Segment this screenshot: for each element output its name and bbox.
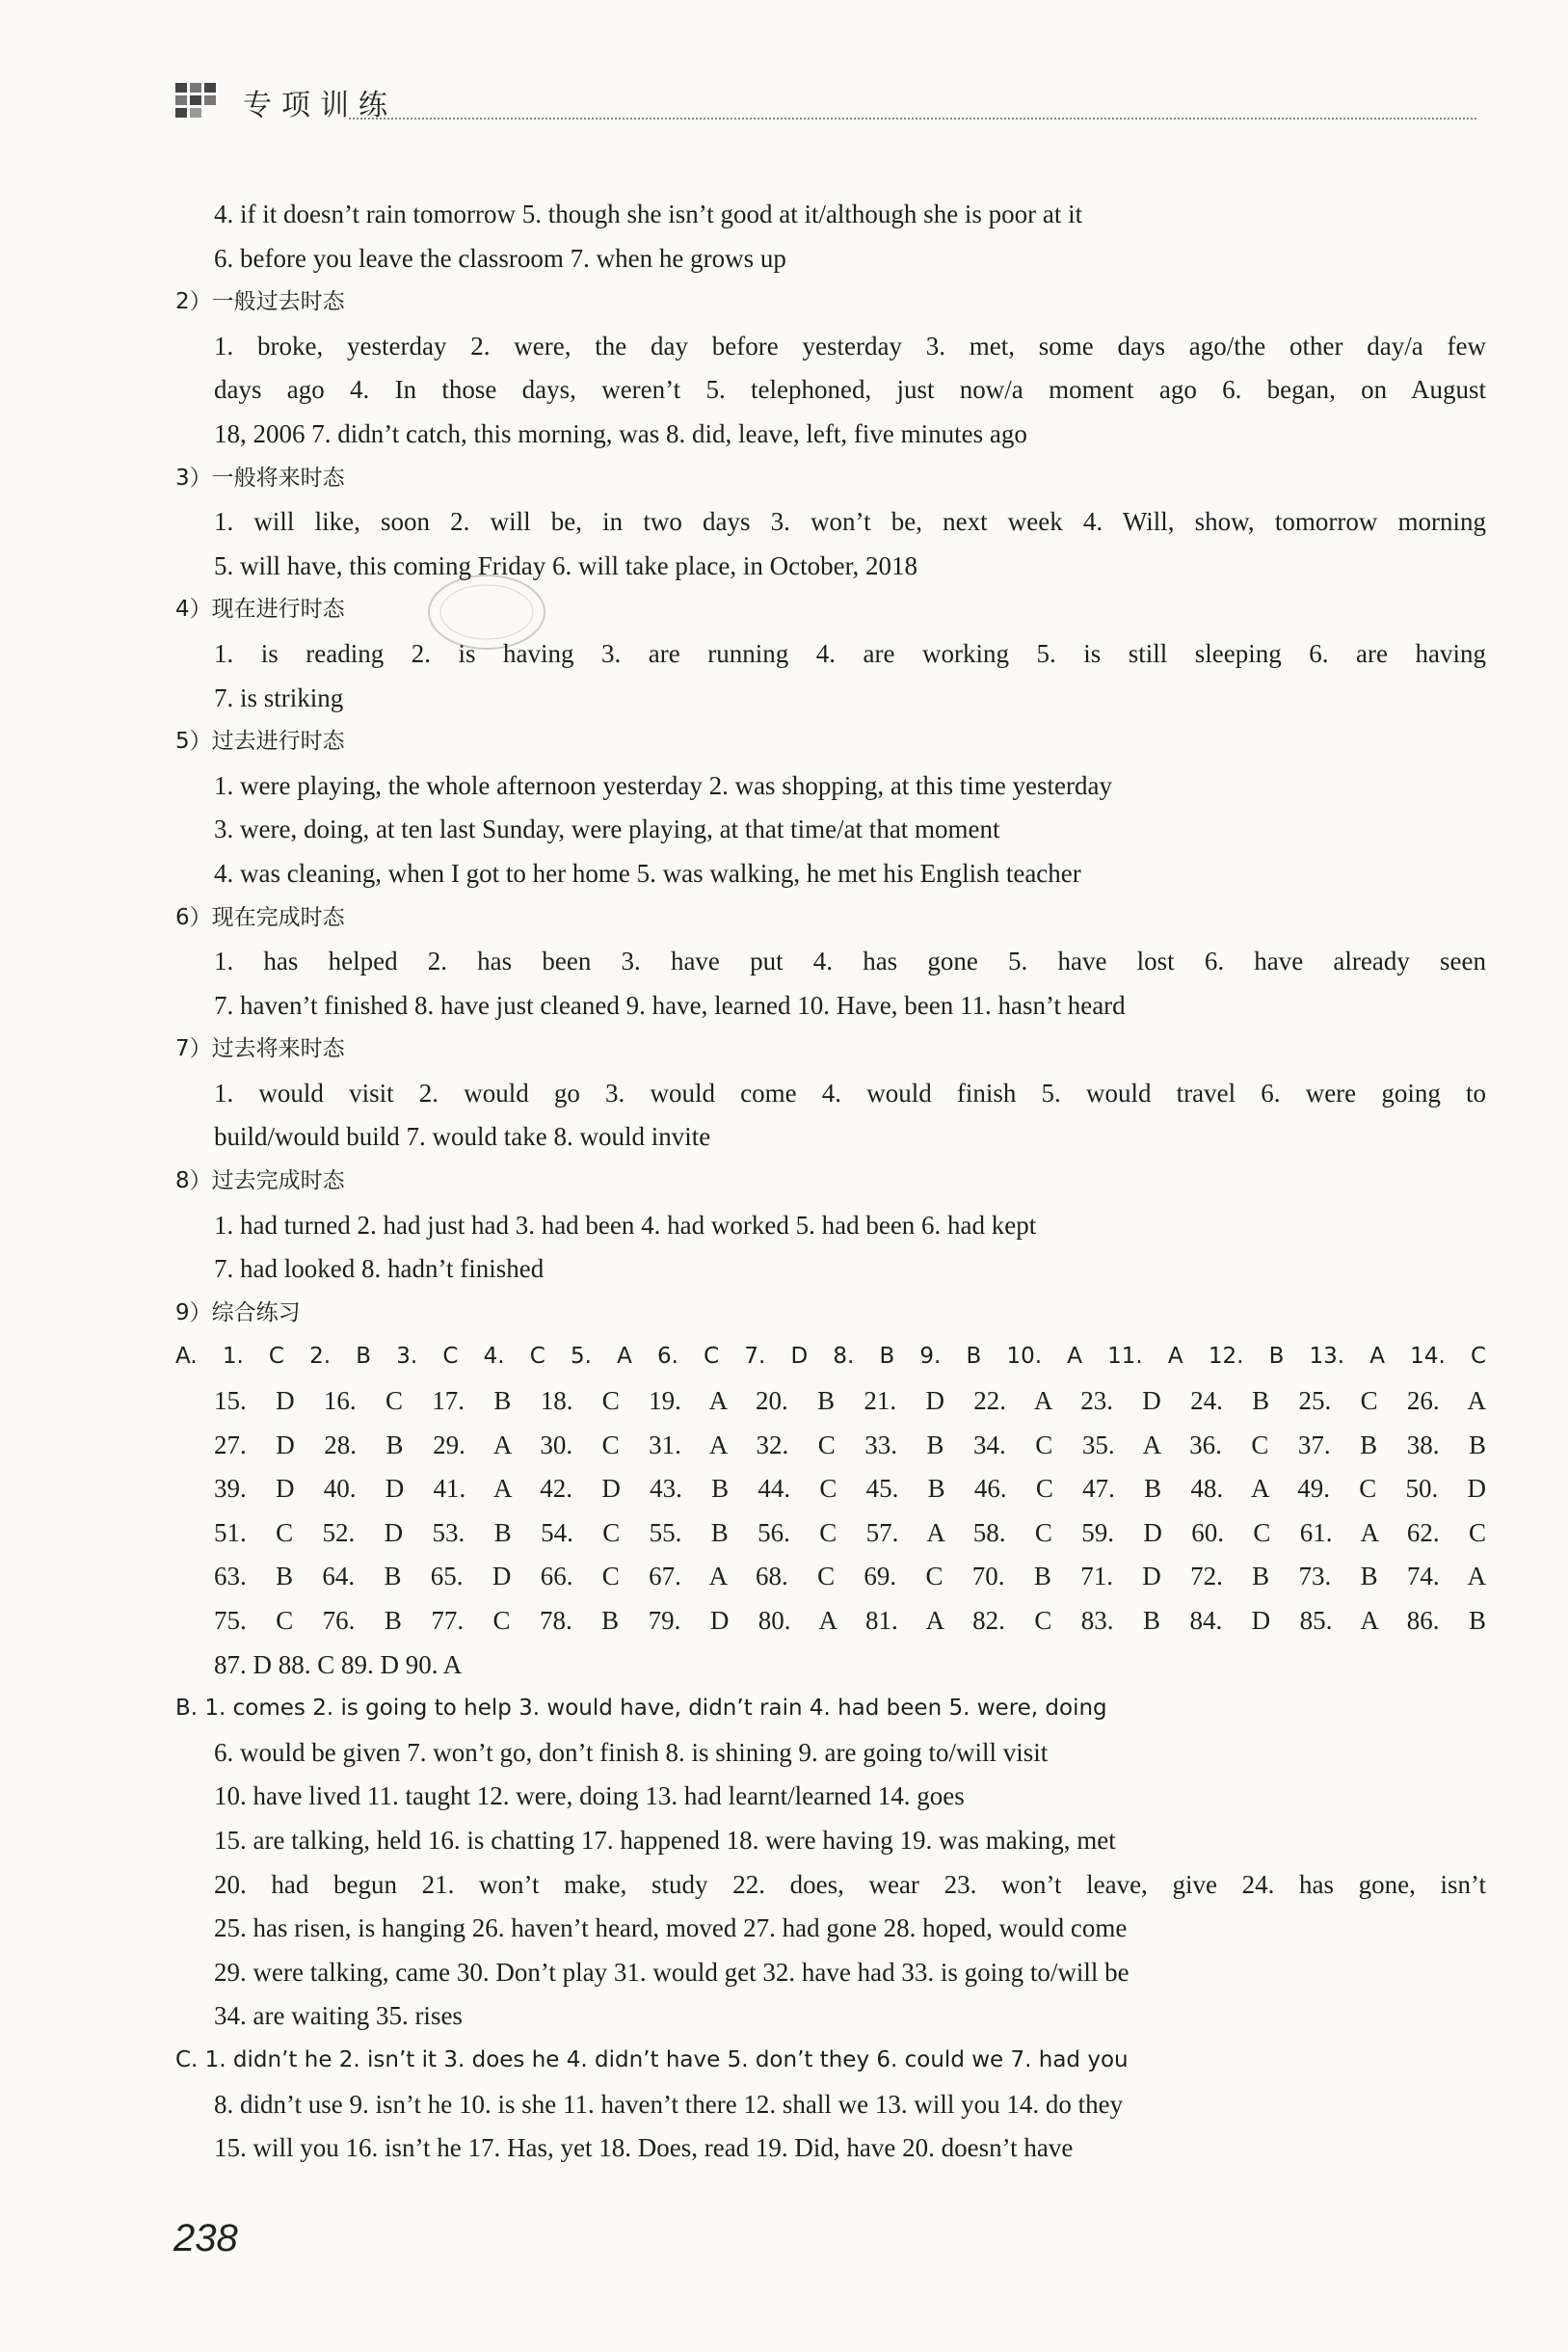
section-line: B. 1. comes 2. is going to help 3. would have, didn’t rain 4. had been 5. were, doing: [175, 1696, 1107, 1722]
section-line: 3）一般将来时态: [175, 465, 345, 491]
answer-line: 1. is reading 2. is having 3. are running 4. are working 5. is still sleeping 6. are having: [214, 638, 1486, 668]
section-logo-icon: [175, 83, 218, 118]
answer-line: 3. were, doing, at ten last Sunday, were playing, at that time/at that moment: [214, 815, 1000, 844]
section-line: 5）过去进行时态: [175, 729, 345, 755]
page-header: [175, 75, 1476, 123]
section-line: A. 1. C 2. B 3. C 4. C 5. A 6. C 7. D 8. B 9. B 10. A 11. A 12. B 13. A 14. C: [175, 1344, 1486, 1370]
answer-line: 15. D 16. C 17. B 18. C 19. A 20. B 21. D 22. A 23. D 24. B 25. C 26. A: [214, 1386, 1486, 1416]
section-line: C. 1. didn’t he 2. isn’t it 3. does he 4. didn’t have 5. don’t they 6. could we 7. had you: [175, 2046, 1129, 2072]
answer-line: 8. didn’t use 9. isn’t he 10. is she 11. haven’t there 12. shall we 13. will you 14. do they: [214, 2089, 1124, 2119]
answer-key-body: [175, 193, 1486, 2171]
section-line: 6）现在完成时态: [175, 904, 345, 930]
answer-line: 1. has helped 2. has been 3. have put 4. has gone 5. have lost 6. have already seen: [214, 947, 1486, 976]
answer-line: 6. before you leave the classroom 7. when he grows up: [214, 243, 786, 273]
answer-line: 1. would visit 2. would go 3. would come 4. would finish 5. would travel 6. were going to: [214, 1078, 1486, 1108]
answer-line: days ago 4. In those days, weren’t 5. telephoned, just now/a moment ago 6. began, on August: [214, 375, 1486, 405]
answer-line: 7. had looked 8. hadn’t finished: [214, 1254, 545, 1284]
answer-line: 7. haven’t finished 8. have just cleaned 9. have, learned 10. Have, been 11. hasn’t heard: [214, 990, 1126, 1020]
answer-line: 10. have lived 11. taught 12. were, doing 13. had learnt/learned 14. goes: [214, 1781, 965, 1811]
section-line: 8）过去完成时态: [175, 1168, 345, 1194]
answer-line: 15. are talking, held 16. is chatting 17. happened 18. were having 19. was making, met: [214, 1825, 1116, 1855]
header-divider: [349, 118, 1476, 120]
answer-line: build/would build 7. would take 8. would invite: [214, 1122, 711, 1152]
section-line: 4）现在进行时态: [175, 597, 345, 623]
page-number: 238: [173, 2217, 238, 2259]
section-line: 2）一般过去时态: [175, 289, 345, 315]
answer-line: 63. B 64. B 65. D 66. C 67. A 68. C 69. C 70. B 71. D 72. B 73. B 74. A: [214, 1562, 1486, 1591]
answer-line: 27. D 28. B 29. A 30. C 31. A 32. C 33. B 34. C 35. A 36. C 37. B 38. B: [214, 1430, 1486, 1459]
answer-line: 15. will you 16. isn’t he 17. Has, yet 18. Does, read 19. Did, have 20. doesn’t have: [214, 2133, 1074, 2163]
answer-line: 25. has risen, is hanging 26. haven’t heard, moved 27. had gone 28. hoped, would come: [214, 1913, 1128, 1943]
answer-line: 87. D 88. C 89. D 90. A: [214, 1649, 463, 1679]
answer-line: 51. C 52. D 53. B 54. C 55. B 56. C 57. A 58. C 59. D 60. C 61. A 62. C: [214, 1517, 1486, 1547]
answer-line: 1. were playing, the whole afternoon yesterday 2. was shopping, at this time yesterday: [214, 770, 1113, 800]
answer-line: 39. D 40. D 41. A 42. D 43. B 44. C 45. B 46. C 47. B 48. A 49. C 50. D: [214, 1474, 1486, 1504]
header-title: 专项训练: [243, 89, 397, 122]
answer-line: 18, 2006 7. didn’t catch, this morning, was 8. did, leave, left, five minutes ago: [214, 418, 1027, 448]
answer-line: 1. broke, yesterday 2. were, the day before yesterday 3. met, some days ago/the other day/a few: [214, 331, 1486, 361]
answer-line: 1. had turned 2. had just had 3. had been 4. had worked 5. had been 6. had kept: [214, 1210, 1037, 1240]
answer-line: 5. will have, this coming Friday 6. will take place, in October, 2018: [214, 550, 918, 580]
answer-line: 6. would be given 7. won’t go, don’t finish 8. is shining 9. are going to/will visit: [214, 1737, 1049, 1767]
section-line: 9）综合练习: [175, 1299, 301, 1325]
answer-line: 75. C 76. B 77. C 78. B 79. D 80. A 81. A 82. C 83. B 84. D 85. A 86. B: [214, 1606, 1486, 1635]
section-line: 7）过去将来时态: [175, 1036, 345, 1062]
answer-line: 4. if it doesn’t rain tomorrow 5. though she isn’t good at it/although she is poor at it: [214, 200, 1083, 228]
answer-line: 20. had begun 21. won’t make, study 22. does, wear 23. won’t leave, give 24. has gone, isn’t: [214, 1869, 1486, 1899]
answer-line: 7. is striking: [214, 682, 344, 712]
answer-line: 4. was cleaning, when I got to her home 5. was walking, he met his English teacher: [214, 858, 1081, 888]
answer-line: 34. are waiting 35. rises: [214, 2001, 463, 2031]
answer-line: 1. will like, soon 2. will be, in two days 3. won’t be, next week 4. Will, show, tomorrow morning: [214, 507, 1486, 537]
answer-line: 29. were talking, came 30. Don’t play 31. would get 32. have had 33. is going to/will be: [214, 1957, 1129, 1987]
